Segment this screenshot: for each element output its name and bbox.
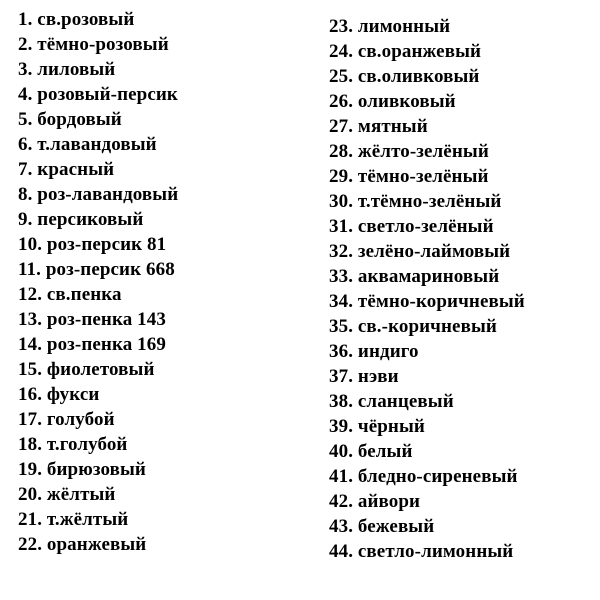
list-item: 6. т.лавандовый [18, 134, 157, 155]
list-item: 17. голубой [18, 409, 115, 430]
list-item: 42. айвори [329, 491, 421, 512]
list-item: 4. розовый-персик [18, 84, 178, 105]
list-item: 14. роз-пенка 169 [18, 334, 166, 355]
list-item: 25. св.оливковый [329, 66, 480, 87]
list-item: 3. лиловый [18, 59, 116, 80]
list-item: 23. лимонный [329, 16, 451, 37]
list-item: 21. т.жёлтый [18, 509, 129, 530]
list-item: 30. т.тёмно-зелёный [329, 191, 502, 212]
list-item: 18. т.голубой [18, 434, 128, 455]
list-item: 15. фиолетовый [18, 359, 155, 380]
list-item: 34. тёмно-коричневый [329, 291, 525, 312]
list-item: 36. индиго [329, 341, 419, 362]
list-item: 26. оливковый [329, 91, 456, 112]
list-item: 9. персиковый [18, 209, 144, 230]
list-item: 1. св.розовый [18, 9, 135, 30]
list-item: 16. фукси [18, 384, 100, 405]
list-item: 31. светло-зелёный [329, 216, 494, 237]
list-item: 43. бежевый [329, 516, 435, 537]
list-item: 40. белый [329, 441, 413, 462]
list-item: 32. зелёно-лаймовый [329, 241, 511, 262]
list-item: 22. оранжевый [18, 534, 147, 555]
list-item: 5. бордовый [18, 109, 122, 130]
list-item: 7. красный [18, 159, 115, 180]
list-item: 27. мятный [329, 116, 428, 137]
list-item: 37. нэви [329, 366, 399, 387]
list-item: 35. св.-коричневый [329, 316, 497, 337]
list-item: 38. сланцевый [329, 391, 454, 412]
color-list-left-column [18, 7, 178, 557]
list-item: 10. роз-персик 81 [18, 234, 167, 255]
list-item: 29. тёмно-зелёный [329, 166, 489, 187]
list-item: 28. жёлто-зелёный [329, 141, 489, 162]
list-item: 39. чёрный [329, 416, 425, 437]
list-item: 8. роз-лавандовый [18, 184, 179, 205]
list-item: 19. бирюзовый [18, 459, 146, 480]
list-item: 12. св.пенка [18, 284, 122, 305]
list-item: 44. светло-лимонный [329, 541, 514, 562]
list-item: 41. бледно-сиреневый [329, 466, 518, 487]
list-item: 13. роз-пенка 143 [18, 309, 166, 330]
list-item: 33. аквамариновый [329, 266, 500, 287]
list-item: 20. жёлтый [18, 484, 116, 505]
list-item: 11. роз-персик 668 [18, 259, 175, 280]
color-list-right-column [329, 14, 525, 564]
list-item: 2. тёмно-розовый [18, 34, 169, 55]
list-item: 24. св.оранжевый [329, 41, 482, 62]
